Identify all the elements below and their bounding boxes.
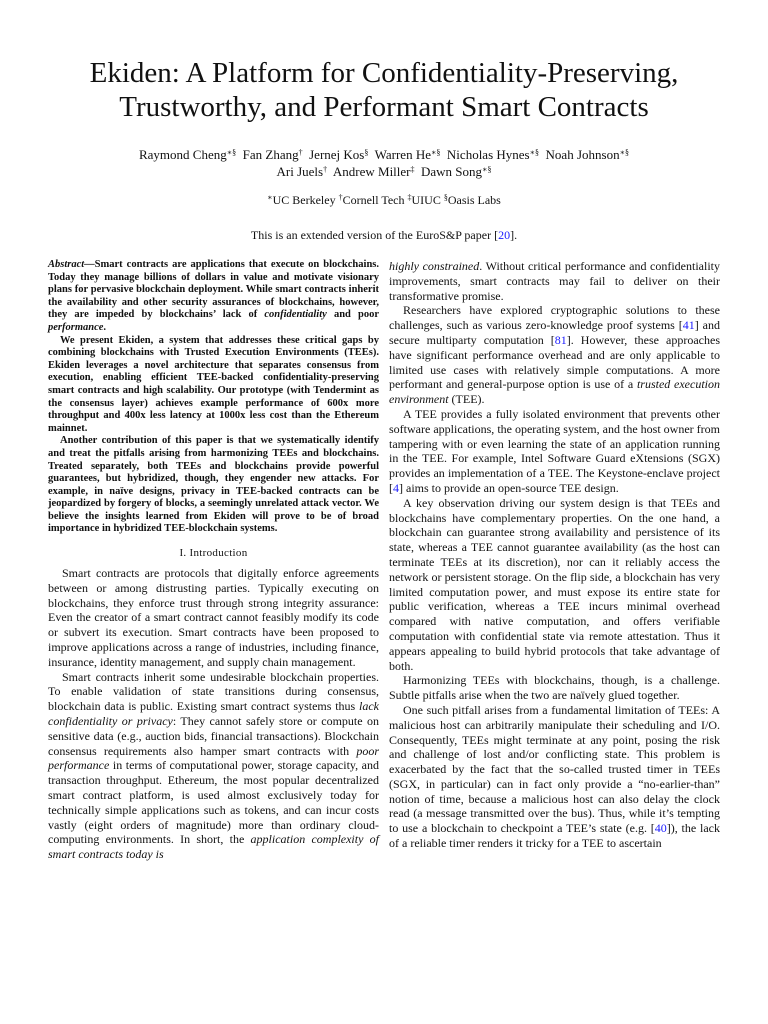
abstract-paragraph: Another contribution of this paper is that we systematically identify and treat the pitfalls arising from harmonizing TEEs and blockchains. Treated separately, both TEEs and blockchains provide powerful guarantees, but hybridized, though, they engender new attacks. For example, in naïve designs, privacy in TEE-backed contracts can be jeopardized by forgery of blocks, a seemingly unrelated attack vector. We believe the insights learned from Ekiden will prove to be of broad importance in hybridized TEE-blockchain systems. (48, 435, 379, 535)
author: Ari Juels† (276, 164, 328, 179)
abstract-paragraph: Abstract—Smart contracts are applications that execute on blockchains. Today they manage billions of dollars in value and motivate visionary plans for pervasive blockchain deployment. While smart contracts inherit the availability and other security assurances of blockchains, however, they are impeded by blockchains’ lack of confidentiality and poor performance. (48, 259, 380, 333)
author-line-2 (30, 163, 738, 180)
author: Dawn Song∗§ (421, 164, 492, 179)
citation-link[interactable]: 20 (498, 228, 511, 242)
author: Jernej Kos§ (309, 147, 369, 162)
affiliation: §Oasis Labs (443, 193, 501, 207)
author: Warren He∗§ (374, 147, 441, 162)
author: Nicholas Hynes∗§ (446, 147, 540, 162)
citation-link[interactable]: 40 (654, 821, 667, 836)
paper-title: Ekiden: A Platform for Confidentiality-Preserving, Trustworthy, and Performant Smart Contracts (89, 57, 679, 123)
affiliations (30, 193, 738, 208)
body-paragraph: Harmonizing TEEs with blockchains, though, is a challenge. Subtle pitfalls arise when the two are naïvely glued together. (389, 673, 720, 703)
right-column (389, 259, 720, 851)
author: Fan Zhang† (242, 147, 303, 162)
body-paragraph: One such pitfall arises from a fundamental limitation of TEEs: A malicious host can arbitrarily manipulate their scheduling and I/O. Consequently, TEEs might terminate at any point, posing the risk and challenge of lost and/or conflicting state. This problem is exacerbated by the fact that the so-called trusted timer in TEEs (SGX, in particular) can in fact only provide a “no-earlier-than” notion of time, because a malicious host can also delay the clock read (a message transmitted over the bus). Thus, while it’s tempting to use a blockchain to checkpoint a TEE’s state (e.g. [40]), the lack of a reliable timer renders it tricky for a TEE to ascertain (389, 702, 720, 851)
author: Andrew Miller‡ (332, 164, 415, 179)
intro-text (48, 566, 379, 862)
body-paragraph: A key observation driving our system design is that TEEs and blockchains have complementary properties. On the one hand, a blockchain can guarantee strong availability and persistence of its state, whereas a TEE cannot guarantee availability (as the host can terminate TEEs at its discretion), nor can it reliably access the network or persistent storage. On the flip side, a blockchain has very limited computation power, and must expose its entire state for public verification, whereas a TEE incurs minimal overhead compared with native computation, and offers verifiable computation with confidential state via remote attestation. Thus it appears appealing to build hybrid protocols that take advantage of both. (389, 495, 720, 673)
affiliation: ∗UC Berkeley (267, 193, 336, 207)
body-paragraph: highly constrained. Without critical performance and confidentiality improvements, smart contracts may fail to deliver on their transformative promise. (389, 259, 720, 303)
abstract-paragraph: We present Ekiden, a system that addresses these critical gaps by combining blockchains with Trusted Execution Environments (TEEs). Ekiden leverages a novel architecture that separates consensus from execution, enabling efficient TEE-backed confidentiality-preserving smart contracts and high scalability. Our prototype (with Tendermint as the consensus layer) achieves example performance of 600x more throughput and 400x less latency at 1000x less cost than the Ethereum mainnet. (48, 334, 379, 434)
body-paragraph: Researchers have explored cryptographic solutions to these challenges, such as various zero-knowledge proof systems [41] and secure multiparty computation [81]. However, these approaches have significant performance overhead and are only applicable to limited use cases with relatively simple computations. A more performant and general-purpose option is use of a trusted execution environment (TEE). (389, 303, 720, 407)
body-paragraph: Smart contracts inherit some undesirable blockchain properties. To enable validation of state transitions during consensus, blockchain data is public. Existing smart contract systems thus lack confidentiality or privacy: They cannot safely store or compute on sensitive data (e.g., auction bids, financial transactions). Blockchain consensus requirements also hamper smart contracts with poor performance in terms of computational power, storage capacity, and transaction throughput. Ethereum, the most popular decentralized smart contract platform, is used almost exclusively today for technically simple applications such as tokens, and can incur costs vastly (eight orders of magnitude) more than ordinary cloud-computing environments. In short, the application complexity of smart contracts today is (48, 669, 380, 862)
citation-link[interactable]: 81 (554, 332, 567, 347)
author: Raymond Cheng∗§ (138, 147, 237, 162)
body-paragraph: Smart contracts are protocols that digitally enforce agreements between or among distrusting parties. Typically executing on blockchains, they enforce trust through strong integrity assurance: Even the creator of a smart contract cannot feasibly modify its code or subvert its execution. Smart contracts have been proposed to improve applications across a range of industries, including finance, insurance, identity management, and supply chain management. (48, 566, 379, 669)
citation-link[interactable]: 4 (393, 480, 399, 495)
author-line-1 (30, 146, 738, 163)
citation-link[interactable]: 41 (682, 318, 695, 333)
affiliation: ‡UIUC (407, 193, 441, 207)
affiliation: †Cornell Tech (338, 193, 405, 207)
section-heading: I. Introduction (179, 547, 248, 560)
author-list (30, 146, 738, 180)
extended-version-note: This is an extended version of the EuroS&P paper [20]. (250, 228, 518, 242)
body-paragraph: A TEE provides a fully isolated environment that prevents other software applications, the operating system, and the host owner from tampering with or even learning the state of an application running in the TEE. For example, Intel Software Guard eXtensions (SGX) provides an implementation of a TEE. The Keystone-enclave project [4] aims to provide an open-source TEE design. (389, 406, 720, 495)
author: Noah Johnson∗§ (545, 147, 630, 162)
left-column (48, 259, 379, 862)
abstract-label: Abstract (48, 259, 85, 270)
abstract (48, 259, 379, 536)
